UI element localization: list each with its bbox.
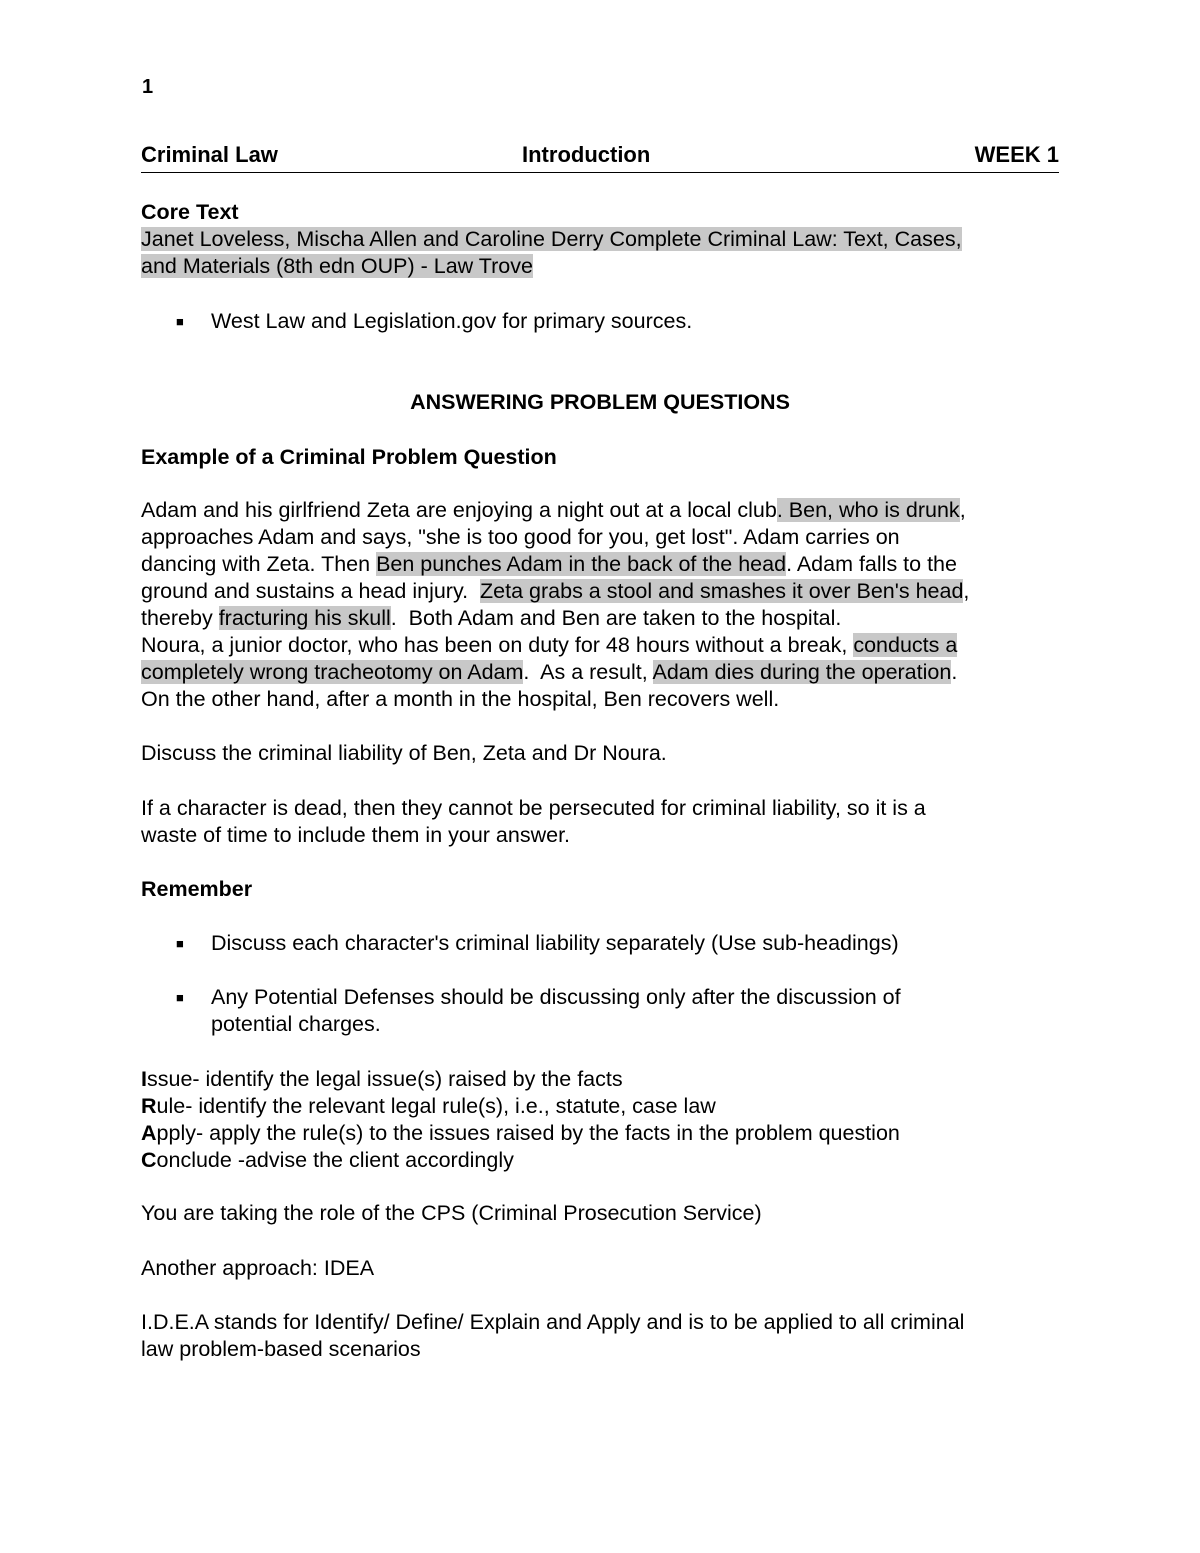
header-course: Criminal Law [141, 142, 278, 167]
header-topic: Introduction [522, 142, 651, 167]
bullet-square-icon: ■ [176, 936, 184, 951]
header-week: WEEK 1 [974, 142, 1059, 167]
cps-note: You are taking the role of the CPS (Criminal Prosecution Service) [141, 1201, 762, 1225]
scenario-line-1: Adam and his girlfriend Zeta are enjoying a night out at a local club. Ben, who is drunk, [141, 498, 966, 522]
remember-bullet-2-line-2: potential charges. [211, 1012, 381, 1036]
core-text-heading: Core Text [141, 200, 239, 224]
scenario-line-7: completely wrong tracheotomy on Adam. As a result, Adam dies during the operation. [141, 660, 958, 684]
dead-note-line-1: If a character is dead, then they cannot be persecuted for criminal liability, so it is a [141, 796, 926, 820]
scenario-line-3: dancing with Zeta. Then Ben punches Adam in the back of the head. Adam falls to the [141, 552, 957, 576]
section-title: ANSWERING PROBLEM QUESTIONS [410, 390, 790, 414]
course-header [141, 142, 1059, 173]
another-approach: Another approach: IDEA [141, 1256, 375, 1280]
scenario-line-8: On the other hand, after a month in the hospital, Ben recovers well. [141, 687, 780, 711]
remember-bullet-2-line-1: Any Potential Defenses should be discussing only after the discussion of [211, 985, 901, 1009]
idea-line-1: I.D.E.A stands for Identify/ Define/ Explain and Apply and is to be applied to all criminal [141, 1310, 965, 1334]
irac-issue: Issue- identify the legal issue(s) raised by the facts [141, 1067, 623, 1091]
scenario-line-4: ground and sustains a head injury. Zeta grabs a stool and smashes it over Ben's head, [141, 579, 970, 603]
remember-heading: Remember [141, 877, 253, 901]
idea-line-2: law problem-based scenarios [141, 1337, 421, 1361]
sources-bullet-text: West Law and Legislation.gov for primary sources. [211, 309, 693, 333]
bullet-square-icon: ■ [176, 314, 184, 329]
irac-conclude: Conclude -advise the client accordingly [141, 1148, 514, 1172]
bullet-square-icon: ■ [176, 990, 184, 1005]
core-text-line-2: and Materials (8th edn OUP) - Law Trove [141, 254, 533, 278]
remember-bullet-1: Discuss each character's criminal liability separately (Use sub-headings) [211, 931, 899, 955]
core-text-line-1: Janet Loveless, Mischa Allen and Caroline Derry Complete Criminal Law: Text, Cases, [141, 227, 962, 251]
irac-rule: Rule- identify the relevant legal rule(s), i.e., statute, case law [141, 1094, 716, 1118]
irac-apply: Apply- apply the rule(s) to the issues raised by the facts in the problem question [141, 1121, 900, 1145]
scenario-line-6: Noura, a junior doctor, who has been on duty for 48 hours without a break, conducts a [141, 633, 958, 657]
page-number: 1 [142, 76, 154, 98]
scenario-line-2: approaches Adam and says, "she is too good for you, get lost". Adam carries on [141, 525, 900, 549]
discuss-prompt: Discuss the criminal liability of Ben, Zeta and Dr Noura. [141, 741, 667, 765]
scenario-line-5: thereby fracturing his skull. Both Adam and Ben are taken to the hospital. [141, 606, 842, 630]
example-heading: Example of a Criminal Problem Question [141, 445, 557, 469]
dead-note-line-2: waste of time to include them in your answer. [141, 823, 571, 847]
